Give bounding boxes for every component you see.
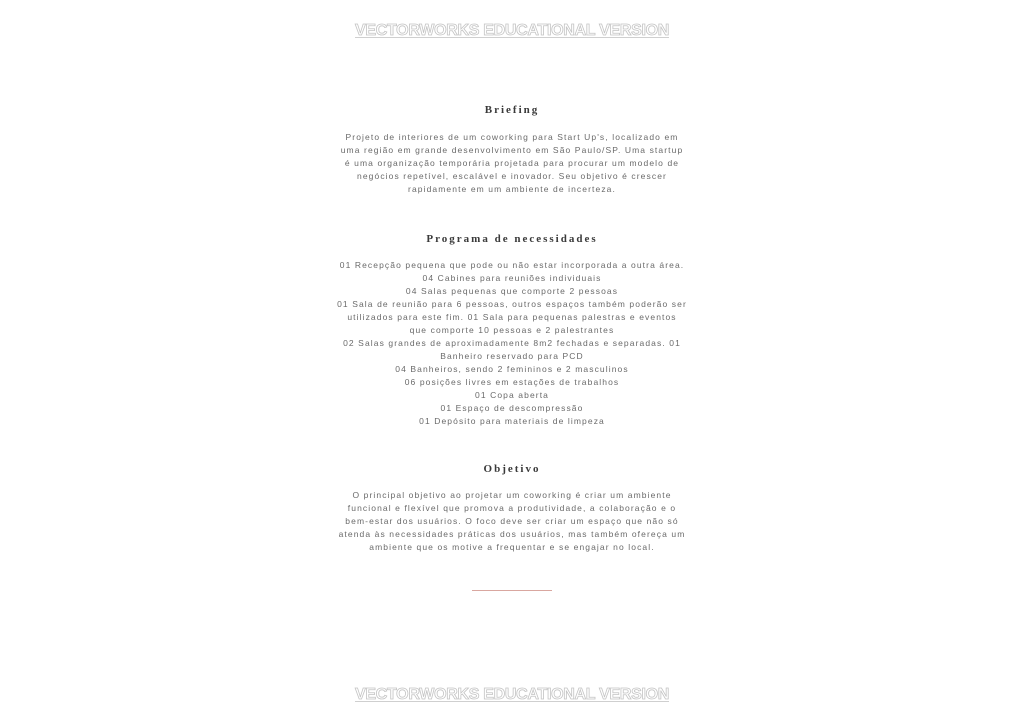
programa-item: 02 Salas grandes de aproximadamente 8m2 fechadas e separadas. 01 [343, 338, 681, 348]
programa-item: 06 posições livres em estações de trabalhos [404, 377, 620, 387]
briefing-line: rapidamente em um ambiente de incerteza. [408, 184, 616, 194]
programa-title: Programa de necessidades [426, 233, 598, 245]
watermark-bottom: VECTORWORKS EDUCATIONAL VERSION [355, 686, 669, 703]
briefing-line: Projeto de interiores de um coworking para Start Up's, localizado em [345, 132, 679, 142]
briefing-title: Briefing [484, 104, 540, 116]
programa-item: 01 Recepção pequena que pode ou não estar incorporada a outra área. [339, 260, 685, 270]
briefing-section [312, 104, 712, 196]
programa-item: 01 Depósito para materiais de limpeza [419, 416, 605, 426]
briefing-line: negócios repetível, escalável e inovador. Seu objetivo é crescer [357, 171, 667, 181]
programa-item: utilizados para este fim. 01 Sala para pequenas palestras e eventos [347, 312, 677, 322]
briefing-line: é uma organização temporária projetada para procurar um modelo de [344, 158, 680, 168]
objetivo-line: ambiente que os motive a frequentar e se engajar no local. [369, 542, 655, 552]
programa-item: 01 Copa aberta [475, 390, 549, 400]
watermark-top: VECTORWORKS EDUCATIONAL VERSION [355, 22, 669, 39]
programa-item: que comporte 10 pessoas e 2 palestrantes [409, 325, 615, 335]
briefing-line: uma região em grande desenvolvimento em São Paulo/SP. Uma startup [340, 145, 684, 155]
programa-item: 04 Banheiros, sendo 2 femininos e 2 masculinos [395, 364, 629, 374]
objetivo-line: O principal objetivo ao projetar um coworking é criar um ambiente [352, 490, 672, 500]
objetivo-text [312, 489, 712, 554]
accent-divider [472, 590, 552, 591]
programa-item: 01 Sala de reunião para 6 pessoas, outros espaços também poderão ser [337, 299, 687, 309]
objetivo-section [312, 463, 712, 554]
briefing-text [312, 131, 712, 196]
programa-item: Banheiro reservado para PCD [440, 351, 584, 361]
objetivo-title: Objetivo [483, 463, 541, 475]
programa-item: 04 Cabines para reuniões individuais [422, 273, 602, 283]
programa-section [312, 233, 712, 428]
objetivo-line: bem-estar dos usuários. O foco deve ser criar um espaço que não só [345, 516, 679, 526]
objetivo-line: atenda às necessidades práticas dos usuários, mas também ofereça um [338, 529, 686, 539]
objetivo-line: funcional e flexível que promova a produtividade, a colaboração e o [347, 503, 677, 513]
programa-item: 01 Espaço de descompressão [440, 403, 584, 413]
programa-list [312, 259, 712, 428]
programa-item: 04 Salas pequenas que comporte 2 pessoas [405, 286, 619, 296]
document-body [312, 104, 712, 554]
